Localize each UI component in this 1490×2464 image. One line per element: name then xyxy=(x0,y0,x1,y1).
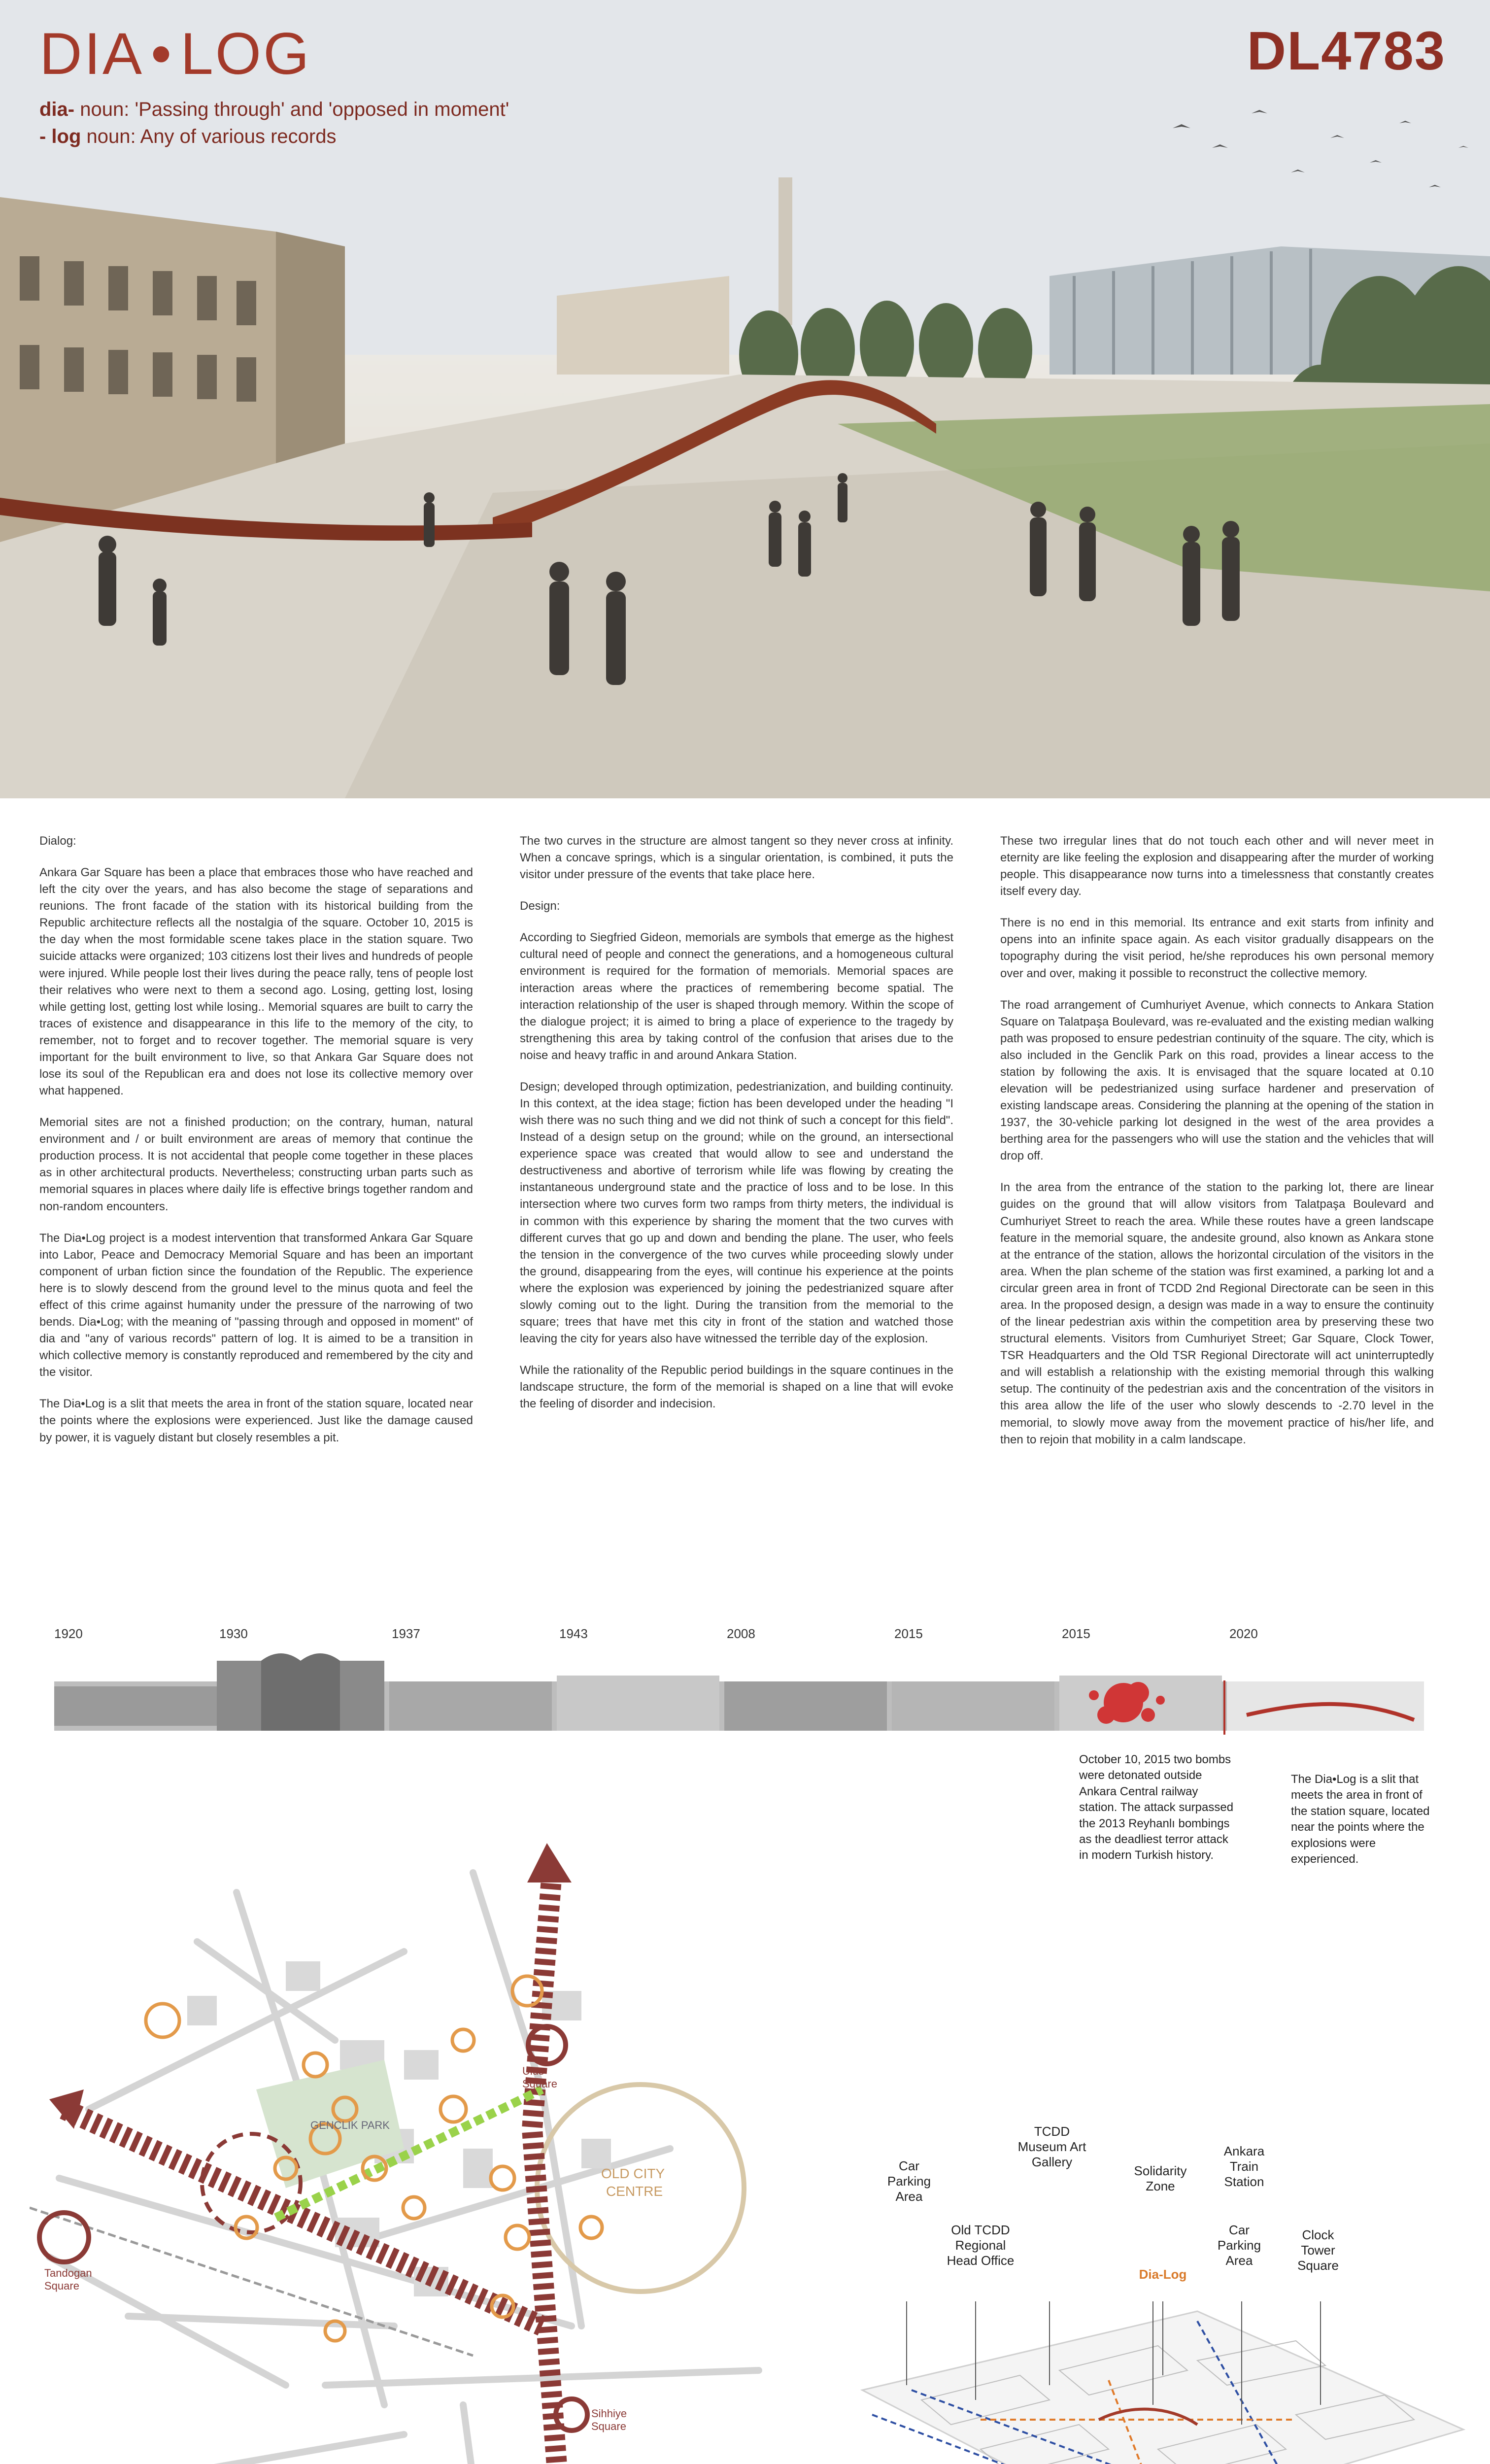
svg-text:CENTRE: CENTRE xyxy=(606,2184,663,2199)
note-2020: The Dia•Log is a slit that meets the area in front of the station square, located near the points where the explosions were experienced. xyxy=(1291,1773,1430,1866)
axo-label: Car Parking Area xyxy=(887,2158,931,2204)
paragraph: Ankara Gar Square has been a place that embraces those who have reached and left the city over the years, and has also become the stage of separations and reunions. The front facade of the station with its historical building from the Republic architecture reflects all the nostalgia of the square. October 10, 2015 is the day when the most formidable scene takes place in the station square. Two suicide attacks were organized; 103 citizens lost their lives and hundreds of people were injured. While people lost their lives during the peace rally, tens of people lost their relatives who were next to them a second ago. Losing, getting lost, losing while getting lost, getting lost while losing.. Memorial squares are built to carry the traces of existence and disappearance in this life to the memory of the city, to remember, not to forget and to recover together. The memorial square is very important for the built environment to live, so that Ankara Gar Square does not lose its soul of the Republican era and does not lose its collective memory over what happened. xyxy=(39,866,473,1098)
project-title: DIA • LOG xyxy=(39,21,311,87)
year-label: 1937 xyxy=(392,1626,420,1641)
definition-dia: dia- noun: 'Passing through' and 'opposed in moment' xyxy=(39,99,509,120)
year-label: 2008 xyxy=(727,1626,755,1641)
paragraph: According to Siegfried Gideon, memorials are symbols that emerge as the highest cultural need of people and connect the generations, and a homogeneous cultural environment is required for the formation of memorials. Memorial spaces are interaction areas where the practices of remembering become spatial. The interaction relationship of the user is shaped through memory. Within the scope of the dialogue project; it is aimed to bring a place of experience to the tragedy by strengthening this area by taking control of the confusion that arises due to the noise and heavy traffic in and around Ankara Station. xyxy=(520,931,953,1062)
project-code: DL4783 xyxy=(1247,21,1446,81)
paragraph: Dialog: xyxy=(39,834,76,848)
text-column-2 xyxy=(520,833,953,1427)
year-label: 2015 xyxy=(1062,1626,1090,1641)
paragraph: The road arrangement of Cumhuriyet Avenue, which connects to Ankara Station Square on Talatpaşa Boulevard, was re-evaluated and the existing median walking path was proposed to ensure pedestrian continuity of the square. The city, which is also included in the Genclik Park on this road, provides a linear access to the station by following the axis. It is envisaged that the square located at 0.10 elevation will be pedestrianized using surface hardener and preservation of existing landscape areas. Considering the planning at the opening of the station in 1937, the 30-vehicle parking lot designed in the west of the area provides a berthing area for the passengers who will use the station and the vehicles that will drop off. xyxy=(1000,998,1434,1163)
svg-text:GENCLIK PARK: GENCLIK PARK xyxy=(310,2119,390,2131)
axo-label: Clock Tower Square xyxy=(1297,2227,1339,2273)
svg-text:OLD CITY: OLD CITY xyxy=(601,2166,665,2181)
paragraph: Memorial sites are not a finished production; on the contrary, human, natural environment and / or built environment are areas of memory that continue the production process. It is not accidental that people come together in these places as in other architectural products. Nevertheless; constructing urban parts such as memorial squares in places where daily life is effective brings together random and non-random encounters. xyxy=(39,1116,473,1213)
year-label: 1943 xyxy=(559,1626,588,1641)
timeline-photo-strip xyxy=(54,1641,1424,1740)
year-label: 2020 xyxy=(1229,1626,1258,1641)
note-2015: October 10, 2015 two bombs were detonated outside Ankara Central railway station. The attack surpassed the 2013 Reyhanlı bombings as the deadliest terror attack in modern Turkish history. xyxy=(1079,1753,1234,1862)
year-label: 1920 xyxy=(54,1626,83,1641)
paragraph: There is no end in this memorial. Its entrance and exit starts from infinity and opens into an infinite space again. As each visitor gradually disappears on the topography during the visit period, he/she reproduces his own personal memory over and over, making it possible to reconstruct the collective memory. xyxy=(1000,916,1434,980)
paragraph: The Dia•Log is a slit that meets the area in front of the station square, located near the points where the explosions were experienced. Just like the damage caused by power, it is vaguely distant but closely resembles a pit. xyxy=(39,1397,473,1444)
axonometric-diagram xyxy=(852,2094,1473,2464)
urban-map xyxy=(30,1833,769,2464)
urban-diagram xyxy=(30,1833,769,2464)
year-label: 1930 xyxy=(219,1626,248,1641)
text-column-1 xyxy=(39,833,473,1461)
paragraph: The two curves in the structure are almost tangent so they never cross at infinity. When a concave springs, which is a singular orientation, is combined, it puts the visitor under pressure of the events that take place here. xyxy=(520,834,953,882)
paragraph: Design: xyxy=(520,899,560,913)
axo-label: TCDD Museum Art Gallery xyxy=(1017,2124,1086,2170)
history-timeline xyxy=(54,1626,1424,1745)
axo-label: Ankara Train Station xyxy=(1223,2144,1265,2190)
paragraph: Design; developed through optimization, pedestrianization, and building continuity. In this context, at the idea stage; fiction has been developed under the heading "I wish there was no such thing and we did not think of such a concept for this field". Instead of a design setup on the ground; while on the ground, an intersectional experience space was created that would allow to see and understand the destructiveness and abortive of terrorism while life was flowing by creating the instantaneous underground state and the practice of loss and to be lose. In this intersection where two curves form two ramps from thirty meters, the individual is in common with this experience by sharing the moment that the two curves with different curves that go up and down and bending the plane. The user, who feels the tension in the convergence of the two curves while proceeding slowly under the ground, disappearing from the eyes, will continue his experience at the points where the explosion was experienced by joining the pedestrianized square after slowly coming out to the light. During the transition from the memorial to the square; trees that have met this city in front of the station and watched those leaving the city for years also have witnessed the terrible day of the explosion. xyxy=(520,1080,953,1346)
year-label: 2015 xyxy=(894,1626,923,1641)
sihhiye-square-label: Sihhiye Square xyxy=(591,2407,627,2432)
hero-rendering xyxy=(0,0,1490,798)
paragraph: The Dia•Log project is a modest intervention that transformed Ankara Gar Square into Labor, Peace and Democracy Memorial Square and has been an important component of urban fiction since the foundation of the Republic. The experience here is to slowly descend from the ground level to the minus quota and feel the effect of this crime against humanity under the pressure of the narrowing of two bends. Dia•Log; with the meaning of "passing through and opposed in moment" of dia and "any of various records" pattern of log. It is aimed to be a transition in which collective memory is constantly reproduced and remembered by the city and the visitor. xyxy=(39,1231,473,1379)
axo-label-dialog: Dia-Log xyxy=(1139,2267,1187,2282)
text-column-3 xyxy=(1000,833,1434,1463)
paragraph: These two irregular lines that do not touch each other and will never meet in eternity are like feeling the explosion and disappearing after the murder of working people. This disappearance now turns into a timelessness that constantly creates itself every day. xyxy=(1000,834,1434,898)
axo-label: Car Parking Area xyxy=(1217,2223,1261,2268)
axo-drawing xyxy=(852,2301,1473,2464)
paragraph: While the rationality of the Republic period buildings in the square continues in the landscape structure, the form of the memorial is shaped on a line that will evoke the feeling of disorder and indecision. xyxy=(520,1364,953,1411)
axo-label: Old TCDD Regional Head Office xyxy=(947,2223,1015,2268)
definition-log: - log noun: Any of various records xyxy=(39,126,337,147)
paragraph: In the area from the entrance of the station to the parking lot, there are linear guides on the ground that will allow visitors from Talatpaşa Boulevard and Cumhuriyet Street to reach the area. While these routes have a green landscape feature in the memorial square, the andesite ground, also known as Ankara stone at the entrance of the station, allows the horizontal circulation of the visitors in the area. When the plan scheme of the station was first examined, a parking lot and a circular green area in front of TCDD 2nd Regional Directorate can be seen in this area. In the proposed design, a design was made in a way to ensure the continuity of the linear pedestrian axis within the competition area by preserving these two structural elements. Visitors from Cumhuriyet Street; Gar Square, Clock Tower, TSR Headquarters and the Old TSR Regional Directorate will act uninterruptedly and will establish a relationship with the existing memorial through this walking setup. The continuity of the pedestrian axis and the concentration of the visitors in this area allow the life of the user who slowly descends to -2.70 level in the memorial, to slowly move away from the movement practice of his/her life, and then to rejoin that mobility in a calm landscape. xyxy=(1000,1181,1434,1446)
ulus-square-label: Ulus Square xyxy=(522,2065,557,2090)
axo-label: Solidarity Zone xyxy=(1134,2163,1187,2194)
tandogan-square-label: Tandogan Square xyxy=(44,2267,92,2292)
